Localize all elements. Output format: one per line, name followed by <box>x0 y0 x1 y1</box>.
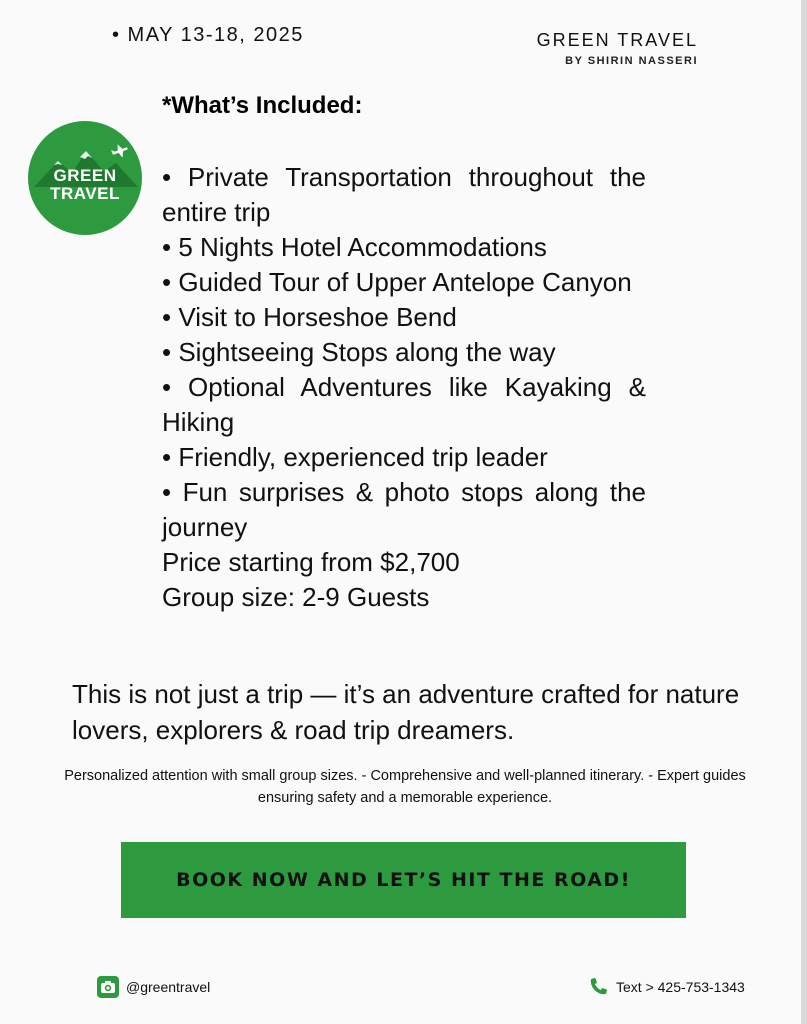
list-item: • Fun surprises & photo stops along the journey <box>162 477 646 542</box>
phone-icon <box>586 975 610 999</box>
contact-link[interactable] <box>586 975 745 999</box>
logo-text <box>28 167 142 203</box>
list-item: • Sightseeing Stops along the way <box>162 337 556 367</box>
trip-dates: • MAY 13-18, 2025 <box>112 24 304 46</box>
camera-icon <box>96 975 120 999</box>
green-travel-logo <box>28 121 142 235</box>
brand-subtitle: BY SHIRIN NASSERI <box>565 55 698 67</box>
included-heading: *What’s Included: <box>162 92 363 119</box>
list-item: • Visit to Horseshoe Bend <box>162 302 457 332</box>
brand-block <box>520 30 698 67</box>
tagline: This is not just a trip — it’s an adventure crafted for nature lovers, explorers & road trip dreamers. <box>72 679 740 745</box>
included-list <box>162 160 646 615</box>
list-item: • Friendly, experienced trip leader <box>162 442 548 472</box>
page-edge-divider <box>801 0 807 1024</box>
price-info: Price starting from $2,700 <box>162 547 460 577</box>
social-link[interactable] <box>96 975 210 999</box>
logo-line-2: TRAVEL <box>50 184 120 203</box>
list-item: • Private Transportation throughout the entire trip <box>162 162 646 227</box>
group-size-info: Group size: 2-9 Guests <box>162 582 430 612</box>
book-now-button[interactable]: BOOK NOW AND LET’S HIT THE ROAD! <box>121 842 686 918</box>
list-item: • 5 Nights Hotel Accommodations <box>162 232 547 262</box>
list-item: • Optional Adventures like Kayaking & Hiking <box>162 372 646 437</box>
details-text: Personalized attention with small group sizes. - Comprehensive and well-planned itinerary. - Expert guides ensuring safety and a memorable experience. <box>64 768 746 806</box>
logo-line-1: GREEN <box>53 166 117 185</box>
list-item: • Guided Tour of Upper Antelope Canyon <box>162 267 632 297</box>
brand-title: GREEN TRAVEL <box>536 30 698 50</box>
social-handle: @greentravel <box>126 979 211 995</box>
contact-text: Text > 425-753-1343 <box>616 979 745 995</box>
